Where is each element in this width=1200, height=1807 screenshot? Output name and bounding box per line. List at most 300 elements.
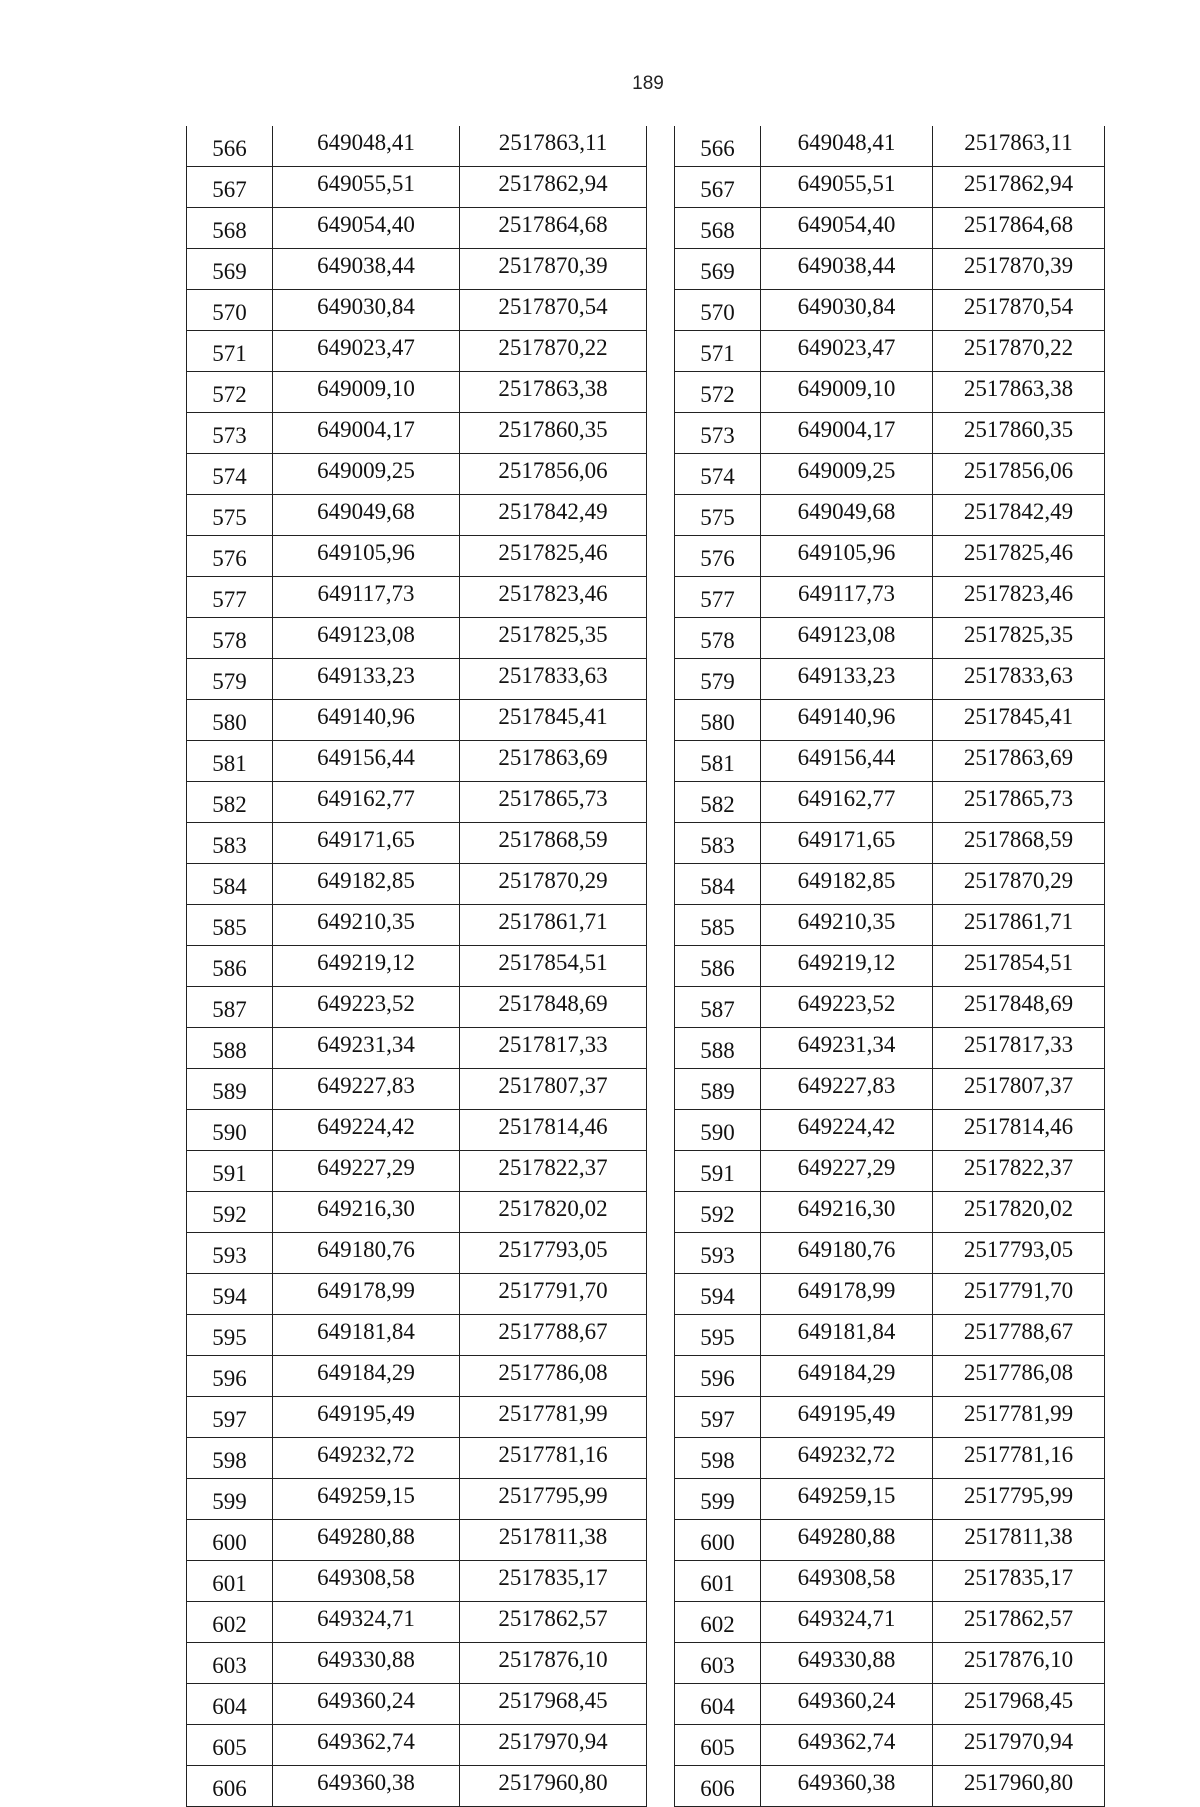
point-number-cell: 583 — [675, 823, 761, 864]
point-number-cell: 587 — [187, 987, 273, 1028]
y-coordinate-cell: 2517864,68 — [933, 208, 1105, 249]
y-coordinate-cell: 2517795,99 — [460, 1479, 647, 1520]
y-coordinate-cell: 2517862,94 — [933, 167, 1105, 208]
table-row — [187, 126, 647, 167]
point-number-cell: 581 — [675, 741, 761, 782]
table-row — [675, 208, 1105, 249]
table-row — [675, 126, 1105, 167]
y-coordinate-cell: 2517870,39 — [460, 249, 647, 290]
table-row — [675, 1069, 1105, 1110]
table-row — [675, 1561, 1105, 1602]
x-coordinate-cell: 649210,35 — [273, 905, 460, 946]
table-row — [675, 577, 1105, 618]
point-number-cell: 597 — [187, 1397, 273, 1438]
x-coordinate-cell: 649180,76 — [273, 1233, 460, 1274]
y-coordinate-cell: 2517781,99 — [460, 1397, 647, 1438]
table-row — [187, 864, 647, 905]
y-coordinate-cell: 2517825,35 — [933, 618, 1105, 659]
point-number-cell: 604 — [675, 1684, 761, 1725]
y-coordinate-cell: 2517865,73 — [933, 782, 1105, 823]
point-number-cell: 567 — [675, 167, 761, 208]
table-row — [675, 413, 1105, 454]
x-coordinate-cell: 649227,83 — [273, 1069, 460, 1110]
table-row — [187, 1684, 647, 1725]
y-coordinate-cell: 2517807,37 — [933, 1069, 1105, 1110]
x-coordinate-cell: 649360,38 — [761, 1766, 933, 1807]
table-row — [675, 1684, 1105, 1725]
x-coordinate-cell: 649023,47 — [273, 331, 460, 372]
table-row — [675, 1643, 1105, 1684]
coordinates-table-left — [186, 126, 647, 1807]
table-row — [187, 1233, 647, 1274]
y-coordinate-cell: 2517876,10 — [460, 1643, 647, 1684]
point-number-cell: 566 — [675, 126, 761, 167]
y-coordinate-cell: 2517854,51 — [460, 946, 647, 987]
table-row — [675, 1274, 1105, 1315]
x-coordinate-cell: 649055,51 — [273, 167, 460, 208]
x-coordinate-cell: 649195,49 — [761, 1397, 933, 1438]
table-row — [675, 1725, 1105, 1766]
table-row — [675, 495, 1105, 536]
table-row — [675, 905, 1105, 946]
x-coordinate-cell: 649054,40 — [761, 208, 933, 249]
table-row — [675, 1192, 1105, 1233]
x-coordinate-cell: 649009,25 — [273, 454, 460, 495]
x-coordinate-cell: 649181,84 — [761, 1315, 933, 1356]
table-row — [187, 454, 647, 495]
y-coordinate-cell: 2517870,54 — [460, 290, 647, 331]
point-number-cell: 580 — [187, 700, 273, 741]
x-coordinate-cell: 649227,29 — [273, 1151, 460, 1192]
point-number-cell: 575 — [675, 495, 761, 536]
y-coordinate-cell: 2517791,70 — [460, 1274, 647, 1315]
point-number-cell: 579 — [187, 659, 273, 700]
y-coordinate-cell: 2517820,02 — [460, 1192, 647, 1233]
table-row — [675, 823, 1105, 864]
table-row — [187, 1069, 647, 1110]
x-coordinate-cell: 649004,17 — [273, 413, 460, 454]
table-row — [187, 249, 647, 290]
table-row — [187, 659, 647, 700]
table-row — [675, 167, 1105, 208]
table-row — [675, 782, 1105, 823]
y-coordinate-cell: 2517781,99 — [933, 1397, 1105, 1438]
table-row — [187, 1397, 647, 1438]
x-coordinate-cell: 649123,08 — [273, 618, 460, 659]
table-row — [187, 782, 647, 823]
x-coordinate-cell: 649054,40 — [273, 208, 460, 249]
y-coordinate-cell: 2517811,38 — [460, 1520, 647, 1561]
y-coordinate-cell: 2517870,22 — [933, 331, 1105, 372]
point-number-cell: 578 — [187, 618, 273, 659]
y-coordinate-cell: 2517842,49 — [460, 495, 647, 536]
point-number-cell: 573 — [187, 413, 273, 454]
table-row — [187, 1315, 647, 1356]
table-row — [675, 864, 1105, 905]
y-coordinate-cell: 2517870,54 — [933, 290, 1105, 331]
table-row — [187, 167, 647, 208]
x-coordinate-cell: 649117,73 — [761, 577, 933, 618]
point-number-cell: 602 — [675, 1602, 761, 1643]
point-number-cell: 588 — [675, 1028, 761, 1069]
point-number-cell: 570 — [187, 290, 273, 331]
y-coordinate-cell: 2517860,35 — [933, 413, 1105, 454]
y-coordinate-cell: 2517811,38 — [933, 1520, 1105, 1561]
table-row — [675, 946, 1105, 987]
table-row — [675, 987, 1105, 1028]
x-coordinate-cell: 649117,73 — [273, 577, 460, 618]
point-number-cell: 569 — [187, 249, 273, 290]
y-coordinate-cell: 2517862,94 — [460, 167, 647, 208]
x-coordinate-cell: 649162,77 — [761, 782, 933, 823]
y-coordinate-cell: 2517861,71 — [460, 905, 647, 946]
x-coordinate-cell: 649049,68 — [761, 495, 933, 536]
y-coordinate-cell: 2517862,57 — [933, 1602, 1105, 1643]
y-coordinate-cell: 2517786,08 — [933, 1356, 1105, 1397]
point-number-cell: 598 — [675, 1438, 761, 1479]
point-number-cell: 575 — [187, 495, 273, 536]
y-coordinate-cell: 2517781,16 — [933, 1438, 1105, 1479]
x-coordinate-cell: 649362,74 — [761, 1725, 933, 1766]
point-number-cell: 602 — [187, 1602, 273, 1643]
y-coordinate-cell: 2517814,46 — [460, 1110, 647, 1151]
y-coordinate-cell: 2517835,17 — [933, 1561, 1105, 1602]
point-number-cell: 581 — [187, 741, 273, 782]
x-coordinate-cell: 649178,99 — [273, 1274, 460, 1315]
y-coordinate-cell: 2517835,17 — [460, 1561, 647, 1602]
point-number-cell: 582 — [675, 782, 761, 823]
table-row — [187, 290, 647, 331]
y-coordinate-cell: 2517848,69 — [460, 987, 647, 1028]
table-row — [675, 290, 1105, 331]
x-coordinate-cell: 649156,44 — [761, 741, 933, 782]
x-coordinate-cell: 649156,44 — [273, 741, 460, 782]
y-coordinate-cell: 2517842,49 — [933, 495, 1105, 536]
table-row — [187, 1643, 647, 1684]
table-row — [675, 1479, 1105, 1520]
table-row — [675, 372, 1105, 413]
table-row — [675, 454, 1105, 495]
x-coordinate-cell: 649227,29 — [761, 1151, 933, 1192]
point-number-cell: 572 — [187, 372, 273, 413]
x-coordinate-cell: 649259,15 — [761, 1479, 933, 1520]
table-row — [675, 1602, 1105, 1643]
y-coordinate-cell: 2517817,33 — [460, 1028, 647, 1069]
table-row — [187, 1602, 647, 1643]
table-row — [187, 946, 647, 987]
point-number-cell: 592 — [187, 1192, 273, 1233]
point-number-cell: 600 — [187, 1520, 273, 1561]
y-coordinate-cell: 2517863,38 — [933, 372, 1105, 413]
y-coordinate-cell: 2517868,59 — [933, 823, 1105, 864]
x-coordinate-cell: 649038,44 — [273, 249, 460, 290]
y-coordinate-cell: 2517845,41 — [933, 700, 1105, 741]
point-number-cell: 595 — [187, 1315, 273, 1356]
point-number-cell: 572 — [675, 372, 761, 413]
point-number-cell: 585 — [187, 905, 273, 946]
point-number-cell: 567 — [187, 167, 273, 208]
y-coordinate-cell: 2517781,16 — [460, 1438, 647, 1479]
y-coordinate-cell: 2517825,35 — [460, 618, 647, 659]
x-coordinate-cell: 649330,88 — [761, 1643, 933, 1684]
table-row — [675, 700, 1105, 741]
point-number-cell: 576 — [187, 536, 273, 577]
table-row — [675, 1766, 1105, 1807]
table-row — [187, 1356, 647, 1397]
x-coordinate-cell: 649171,65 — [273, 823, 460, 864]
point-number-cell: 588 — [187, 1028, 273, 1069]
point-number-cell: 605 — [187, 1725, 273, 1766]
point-number-cell: 606 — [187, 1766, 273, 1807]
x-coordinate-cell: 649219,12 — [761, 946, 933, 987]
table-row — [187, 618, 647, 659]
point-number-cell: 579 — [675, 659, 761, 700]
table-row — [675, 1315, 1105, 1356]
y-coordinate-cell: 2517848,69 — [933, 987, 1105, 1028]
y-coordinate-cell: 2517968,45 — [460, 1684, 647, 1725]
x-coordinate-cell: 649009,25 — [761, 454, 933, 495]
y-coordinate-cell: 2517820,02 — [933, 1192, 1105, 1233]
table-row — [675, 1028, 1105, 1069]
point-number-cell: 586 — [675, 946, 761, 987]
x-coordinate-cell: 649360,24 — [273, 1684, 460, 1725]
x-coordinate-cell: 649224,42 — [273, 1110, 460, 1151]
page-number: 189 — [632, 73, 664, 94]
x-coordinate-cell: 649030,84 — [761, 290, 933, 331]
y-coordinate-cell: 2517862,57 — [460, 1602, 647, 1643]
table-row — [675, 1520, 1105, 1561]
point-number-cell: 568 — [187, 208, 273, 249]
point-number-cell: 590 — [675, 1110, 761, 1151]
table-row — [675, 1151, 1105, 1192]
point-number-cell: 571 — [187, 331, 273, 372]
y-coordinate-cell: 2517868,59 — [460, 823, 647, 864]
x-coordinate-cell: 649308,58 — [273, 1561, 460, 1602]
x-coordinate-cell: 649219,12 — [273, 946, 460, 987]
point-number-cell: 593 — [187, 1233, 273, 1274]
point-number-cell: 597 — [675, 1397, 761, 1438]
table-row — [187, 1438, 647, 1479]
table-row — [187, 741, 647, 782]
x-coordinate-cell: 649055,51 — [761, 167, 933, 208]
x-coordinate-cell: 649123,08 — [761, 618, 933, 659]
table-row — [187, 700, 647, 741]
x-coordinate-cell: 649362,74 — [273, 1725, 460, 1766]
point-number-cell: 594 — [675, 1274, 761, 1315]
coordinates-table-right — [674, 126, 1105, 1807]
point-number-cell: 585 — [675, 905, 761, 946]
y-coordinate-cell: 2517863,69 — [933, 741, 1105, 782]
table-row — [187, 1110, 647, 1151]
x-coordinate-cell: 649216,30 — [761, 1192, 933, 1233]
y-coordinate-cell: 2517968,45 — [933, 1684, 1105, 1725]
point-number-cell: 600 — [675, 1520, 761, 1561]
x-coordinate-cell: 649227,83 — [761, 1069, 933, 1110]
y-coordinate-cell: 2517788,67 — [933, 1315, 1105, 1356]
point-number-cell: 595 — [675, 1315, 761, 1356]
x-coordinate-cell: 649216,30 — [273, 1192, 460, 1233]
y-coordinate-cell: 2517863,38 — [460, 372, 647, 413]
x-coordinate-cell: 649162,77 — [273, 782, 460, 823]
point-number-cell: 578 — [675, 618, 761, 659]
point-number-cell: 605 — [675, 1725, 761, 1766]
point-number-cell: 577 — [675, 577, 761, 618]
table-row — [187, 1725, 647, 1766]
x-coordinate-cell: 649023,47 — [761, 331, 933, 372]
x-coordinate-cell: 649140,96 — [761, 700, 933, 741]
point-number-cell: 582 — [187, 782, 273, 823]
x-coordinate-cell: 649038,44 — [761, 249, 933, 290]
x-coordinate-cell: 649048,41 — [761, 126, 933, 167]
table-row — [187, 1274, 647, 1315]
x-coordinate-cell: 649105,96 — [273, 536, 460, 577]
x-coordinate-cell: 649259,15 — [273, 1479, 460, 1520]
table-row — [187, 577, 647, 618]
y-coordinate-cell: 2517864,68 — [460, 208, 647, 249]
x-coordinate-cell: 649181,84 — [273, 1315, 460, 1356]
y-coordinate-cell: 2517823,46 — [933, 577, 1105, 618]
y-coordinate-cell: 2517870,22 — [460, 331, 647, 372]
table-row — [675, 659, 1105, 700]
table-row — [187, 331, 647, 372]
table-row — [675, 249, 1105, 290]
y-coordinate-cell: 2517870,39 — [933, 249, 1105, 290]
table-row — [187, 495, 647, 536]
y-coordinate-cell: 2517823,46 — [460, 577, 647, 618]
point-number-cell: 589 — [675, 1069, 761, 1110]
point-number-cell: 589 — [187, 1069, 273, 1110]
point-number-cell: 603 — [675, 1643, 761, 1684]
table-row — [187, 536, 647, 577]
y-coordinate-cell: 2517854,51 — [933, 946, 1105, 987]
y-coordinate-cell: 2517807,37 — [460, 1069, 647, 1110]
x-coordinate-cell: 649184,29 — [273, 1356, 460, 1397]
y-coordinate-cell: 2517876,10 — [933, 1643, 1105, 1684]
x-coordinate-cell: 649308,58 — [761, 1561, 933, 1602]
x-coordinate-cell: 649009,10 — [273, 372, 460, 413]
point-number-cell: 577 — [187, 577, 273, 618]
point-number-cell: 580 — [675, 700, 761, 741]
table-row — [187, 1520, 647, 1561]
table-row — [187, 823, 647, 864]
y-coordinate-cell: 2517793,05 — [460, 1233, 647, 1274]
x-coordinate-cell: 649049,68 — [273, 495, 460, 536]
y-coordinate-cell: 2517817,33 — [933, 1028, 1105, 1069]
x-coordinate-cell: 649004,17 — [761, 413, 933, 454]
point-number-cell: 576 — [675, 536, 761, 577]
point-number-cell: 596 — [187, 1356, 273, 1397]
point-number-cell: 573 — [675, 413, 761, 454]
y-coordinate-cell: 2517970,94 — [933, 1725, 1105, 1766]
table-row — [187, 987, 647, 1028]
y-coordinate-cell: 2517870,29 — [933, 864, 1105, 905]
table-row — [675, 1397, 1105, 1438]
point-number-cell: 598 — [187, 1438, 273, 1479]
table-row — [675, 1438, 1105, 1479]
x-coordinate-cell: 649280,88 — [273, 1520, 460, 1561]
y-coordinate-cell: 2517860,35 — [460, 413, 647, 454]
point-number-cell: 591 — [187, 1151, 273, 1192]
table-row — [675, 1356, 1105, 1397]
point-number-cell: 594 — [187, 1274, 273, 1315]
y-coordinate-cell: 2517970,94 — [460, 1725, 647, 1766]
x-coordinate-cell: 649195,49 — [273, 1397, 460, 1438]
table-row — [675, 331, 1105, 372]
x-coordinate-cell: 649180,76 — [761, 1233, 933, 1274]
table-row — [675, 1233, 1105, 1274]
x-coordinate-cell: 649232,72 — [761, 1438, 933, 1479]
table-row — [675, 1110, 1105, 1151]
table-row — [675, 741, 1105, 782]
point-number-cell: 599 — [187, 1479, 273, 1520]
y-coordinate-cell: 2517865,73 — [460, 782, 647, 823]
point-number-cell: 604 — [187, 1684, 273, 1725]
table-row — [187, 1479, 647, 1520]
point-number-cell: 584 — [187, 864, 273, 905]
y-coordinate-cell: 2517825,46 — [933, 536, 1105, 577]
point-number-cell: 584 — [675, 864, 761, 905]
point-number-cell: 601 — [187, 1561, 273, 1602]
x-coordinate-cell: 649140,96 — [273, 700, 460, 741]
x-coordinate-cell: 649210,35 — [761, 905, 933, 946]
y-coordinate-cell: 2517856,06 — [460, 454, 647, 495]
point-number-cell: 586 — [187, 946, 273, 987]
table-row — [675, 536, 1105, 577]
x-coordinate-cell: 649133,23 — [273, 659, 460, 700]
y-coordinate-cell: 2517870,29 — [460, 864, 647, 905]
point-number-cell: 590 — [187, 1110, 273, 1151]
y-coordinate-cell: 2517795,99 — [933, 1479, 1105, 1520]
x-coordinate-cell: 649360,24 — [761, 1684, 933, 1725]
x-coordinate-cell: 649324,71 — [761, 1602, 933, 1643]
x-coordinate-cell: 649182,85 — [273, 864, 460, 905]
point-number-cell: 574 — [187, 454, 273, 495]
y-coordinate-cell: 2517825,46 — [460, 536, 647, 577]
point-number-cell: 587 — [675, 987, 761, 1028]
x-coordinate-cell: 649009,10 — [761, 372, 933, 413]
point-number-cell: 603 — [187, 1643, 273, 1684]
point-number-cell: 583 — [187, 823, 273, 864]
x-coordinate-cell: 649171,65 — [761, 823, 933, 864]
point-number-cell: 593 — [675, 1233, 761, 1274]
y-coordinate-cell: 2517845,41 — [460, 700, 647, 741]
y-coordinate-cell: 2517861,71 — [933, 905, 1105, 946]
y-coordinate-cell: 2517960,80 — [933, 1766, 1105, 1807]
x-coordinate-cell: 649178,99 — [761, 1274, 933, 1315]
point-number-cell: 606 — [675, 1766, 761, 1807]
x-coordinate-cell: 649231,34 — [273, 1028, 460, 1069]
y-coordinate-cell: 2517786,08 — [460, 1356, 647, 1397]
y-coordinate-cell: 2517856,06 — [933, 454, 1105, 495]
x-coordinate-cell: 649232,72 — [273, 1438, 460, 1479]
y-coordinate-cell: 2517793,05 — [933, 1233, 1105, 1274]
point-number-cell: 574 — [675, 454, 761, 495]
y-coordinate-cell: 2517960,80 — [460, 1766, 647, 1807]
x-coordinate-cell: 649324,71 — [273, 1602, 460, 1643]
table-row — [187, 1028, 647, 1069]
x-coordinate-cell: 649030,84 — [273, 290, 460, 331]
y-coordinate-cell: 2517863,11 — [460, 126, 647, 167]
x-coordinate-cell: 649223,52 — [273, 987, 460, 1028]
point-number-cell: 569 — [675, 249, 761, 290]
x-coordinate-cell: 649105,96 — [761, 536, 933, 577]
table-row — [187, 1192, 647, 1233]
point-number-cell: 570 — [675, 290, 761, 331]
point-number-cell: 592 — [675, 1192, 761, 1233]
point-number-cell: 591 — [675, 1151, 761, 1192]
table-row — [187, 208, 647, 249]
table-row — [187, 1561, 647, 1602]
